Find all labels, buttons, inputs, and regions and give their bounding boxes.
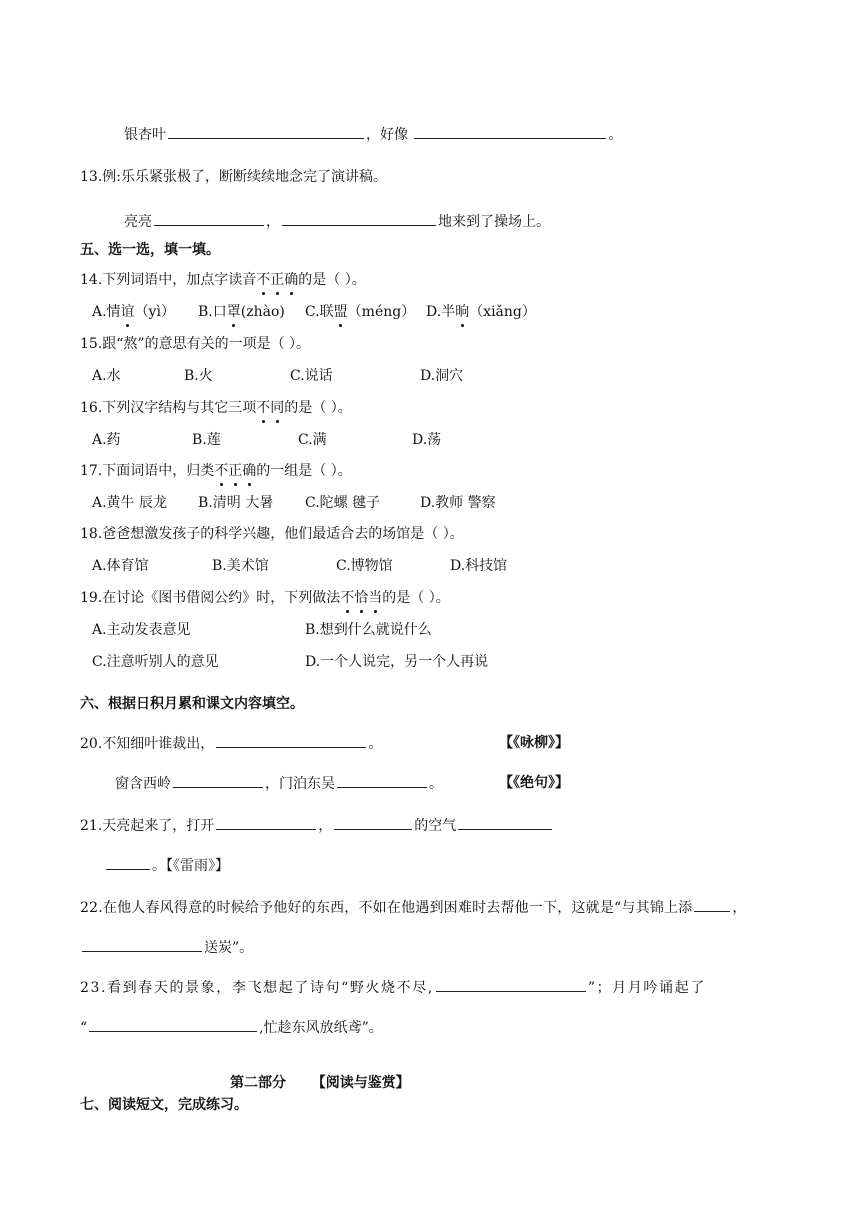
q20-text-1: 20.不知细叶谁裁出， bbox=[80, 736, 215, 752]
q23-text-3: “ bbox=[80, 1020, 88, 1036]
q20-blank-3[interactable] bbox=[337, 773, 427, 788]
q18-option-c[interactable]: C.博物馆 bbox=[336, 558, 393, 574]
q22-text-2: ， bbox=[732, 900, 747, 916]
q20-source-1: 【《咏柳》】 bbox=[499, 735, 569, 751]
q19-option-b[interactable]: B.想到什么就说什么 bbox=[305, 622, 432, 638]
q14-c-dot: 盟 bbox=[333, 304, 348, 320]
q14-c-pre: C.联 bbox=[305, 304, 334, 320]
q17-dot-2: 正 bbox=[228, 463, 243, 479]
q14-a-pre: A.情 bbox=[92, 304, 121, 320]
q21-text-2: ， bbox=[318, 818, 333, 834]
q17-stem bbox=[80, 461, 352, 481]
q22-line-1 bbox=[80, 897, 747, 918]
q15-option-c[interactable]: C.说话 bbox=[290, 368, 333, 384]
q15-option-d[interactable]: D.洞穴 bbox=[420, 368, 464, 384]
q20-source-2: 【《绝句》】 bbox=[499, 775, 569, 791]
q19-stem bbox=[80, 588, 450, 608]
q17-dot-1: 不 bbox=[214, 463, 229, 479]
q18-option-a[interactable]: A.体育馆 bbox=[92, 558, 149, 574]
q16-option-d[interactable]: D.荡 bbox=[412, 432, 442, 448]
q13-example: 13.例:乐乐紧张极了，断断续续地念完了演讲稿。 bbox=[80, 169, 387, 185]
q20-text-3: 窗含西岭 bbox=[115, 776, 171, 792]
q14-b-dot: 罩 bbox=[226, 304, 241, 320]
q18-option-b[interactable]: B.美术馆 bbox=[212, 558, 269, 574]
q13-sep: ， bbox=[266, 214, 280, 230]
q21-text-4: 。【《雷雨》】 bbox=[152, 858, 229, 874]
q20-text-4: ，门泊东吴 bbox=[265, 776, 335, 792]
section-5-title: 五、选一选，填一填。 bbox=[80, 242, 220, 258]
q23-blank-1[interactable] bbox=[436, 977, 586, 992]
q19-dot-3: 当 bbox=[368, 590, 383, 606]
q14-a-dot: 谊 bbox=[120, 304, 135, 320]
q18-option-d[interactable]: D.科技馆 bbox=[450, 558, 508, 574]
q20-text-5: 。 bbox=[429, 776, 443, 792]
section-6-title: 六、根据日积月累和课文内容填空。 bbox=[80, 696, 304, 712]
q19-stem-b: 的是（ ）。 bbox=[382, 590, 450, 606]
q13-suffix: 地来到了操场上。 bbox=[438, 214, 550, 230]
q14-option-d[interactable] bbox=[426, 302, 536, 322]
q22-blank-2[interactable] bbox=[82, 937, 202, 952]
q15-option-a[interactable]: A.水 bbox=[92, 368, 121, 384]
part-2-label: 第二部分 bbox=[230, 1075, 286, 1091]
q13-blank-2[interactable] bbox=[282, 211, 436, 226]
q12-blank-1[interactable] bbox=[168, 124, 364, 139]
q22-text-1: 22.在他人春风得意的时候给予他好的东西，不如在他遇到困难时去帮他一下，这就是“与其锦上添 bbox=[80, 900, 693, 916]
q20-blank-1[interactable] bbox=[216, 733, 366, 748]
q21-blank-2[interactable] bbox=[334, 815, 412, 830]
q21-line-1 bbox=[80, 815, 554, 836]
q21-text-3: 的空气 bbox=[414, 818, 457, 834]
q21-blank-1[interactable] bbox=[216, 815, 316, 830]
q16-stem-a: 16.下列汉字结构与其它三项 bbox=[80, 400, 257, 416]
q19-option-d[interactable]: D.一个人说完，另一个人再说 bbox=[305, 654, 489, 670]
q17-stem-b: 的一组是（ ）。 bbox=[256, 463, 352, 479]
q14-a-post: （yì） bbox=[134, 304, 175, 320]
q21-blank-3[interactable] bbox=[458, 815, 552, 830]
q23-line-2 bbox=[80, 1017, 383, 1038]
q13-prefix: 亮亮 bbox=[124, 214, 152, 230]
q21-text-1: 21.天亮起来了，打开 bbox=[80, 818, 215, 834]
q14-option-c[interactable] bbox=[305, 302, 415, 322]
q19-dot-1: 不 bbox=[340, 590, 355, 606]
q12-text-3: 。 bbox=[608, 127, 623, 143]
q20-line-2 bbox=[115, 773, 443, 794]
q12-blank-2[interactable] bbox=[414, 124, 606, 139]
q23-text-1: 23.看到春天的景象，李飞想起了诗句“野火烧不尽, bbox=[80, 980, 434, 996]
q16-dot-1: 不 bbox=[256, 400, 271, 416]
q23-text-4: ,忙趁东风放纸鸢”。 bbox=[259, 1020, 383, 1036]
q12-text-1: 银杏叶 bbox=[124, 127, 166, 143]
q14-c-post: （méng） bbox=[347, 304, 416, 320]
q16-stem bbox=[80, 398, 352, 418]
q22-text-3: 送炭”。 bbox=[204, 940, 254, 956]
q14-d-dot: 晌 bbox=[455, 304, 470, 320]
q16-option-a[interactable]: A.药 bbox=[92, 432, 121, 448]
q13-line bbox=[124, 211, 550, 232]
q21-line-2 bbox=[104, 855, 229, 876]
part-2-title: 【阅读与鉴赏】 bbox=[311, 1075, 410, 1091]
q20-line-1 bbox=[80, 733, 382, 754]
q14-dot-3: 确 bbox=[284, 272, 299, 288]
q12-line bbox=[124, 124, 622, 145]
q20-text-2: 。 bbox=[368, 736, 383, 752]
q17-option-a[interactable]: A.黄牛 辰龙 bbox=[92, 495, 168, 511]
q17-option-c[interactable]: C.陀螺 毽子 bbox=[305, 495, 381, 511]
q13-blank-1[interactable] bbox=[154, 211, 264, 226]
q23-line-1 bbox=[80, 977, 706, 998]
q22-blank-1[interactable] bbox=[694, 897, 730, 912]
q14-stem bbox=[80, 270, 366, 290]
q19-option-c[interactable]: C.注意听别人的意见 bbox=[92, 654, 219, 670]
q16-stem-b: 的是（ ）。 bbox=[284, 400, 352, 416]
q16-option-c[interactable]: C.满 bbox=[298, 432, 327, 448]
part-2-header bbox=[230, 1073, 410, 1093]
q23-blank-2[interactable] bbox=[89, 1017, 257, 1032]
q14-b-pre: B.口 bbox=[198, 304, 227, 320]
q17-option-d[interactable]: D.教师 警察 bbox=[420, 495, 496, 511]
q14-d-pre: D.半 bbox=[426, 304, 456, 320]
q17-dot-3: 确 bbox=[242, 463, 257, 479]
q14-stem-b: 的是（ ）。 bbox=[298, 272, 366, 288]
q14-dot-2: 正 bbox=[270, 272, 285, 288]
q21-blank-4[interactable] bbox=[106, 855, 150, 870]
q17-option-b[interactable]: B.清明 大暑 bbox=[198, 495, 274, 511]
q18-stem: 18.爸爸想激发孩子的科学兴趣，他们最适合去的场馆是（ ）。 bbox=[80, 526, 464, 542]
q19-dot-2: 恰 bbox=[354, 590, 369, 606]
q17-stem-a: 17.下面词语中，归类 bbox=[80, 463, 215, 479]
q22-line-2 bbox=[80, 937, 253, 958]
q14-dot-1: 不 bbox=[256, 272, 271, 288]
q15-stem: 15.跟“熬”的意思有关的一项是（ ）。 bbox=[80, 336, 311, 352]
q14-option-a[interactable] bbox=[92, 302, 175, 322]
section-7-title: 七、阅读短文，完成练习。 bbox=[80, 1097, 248, 1113]
q12-text-2: ，好像 bbox=[366, 127, 408, 143]
q14-d-post: （xiǎng） bbox=[469, 304, 536, 320]
q23-text-2: ”；月月吟诵起了 bbox=[587, 980, 706, 996]
q19-stem-a: 19.在讨论《图书借阅公约》时，下列做法 bbox=[80, 590, 341, 606]
q16-dot-2: 同 bbox=[270, 400, 285, 416]
q14-stem-a: 14.下列词语中，加点字读音 bbox=[80, 272, 257, 288]
q19-option-a[interactable]: A.主动发表意见 bbox=[92, 622, 191, 638]
q16-option-b[interactable]: B.莲 bbox=[192, 432, 221, 448]
q14-b-post: (zhào) bbox=[240, 304, 285, 320]
q14-option-b[interactable] bbox=[198, 302, 285, 322]
q20-blank-2[interactable] bbox=[173, 773, 263, 788]
q15-option-b[interactable]: B.火 bbox=[184, 368, 213, 384]
